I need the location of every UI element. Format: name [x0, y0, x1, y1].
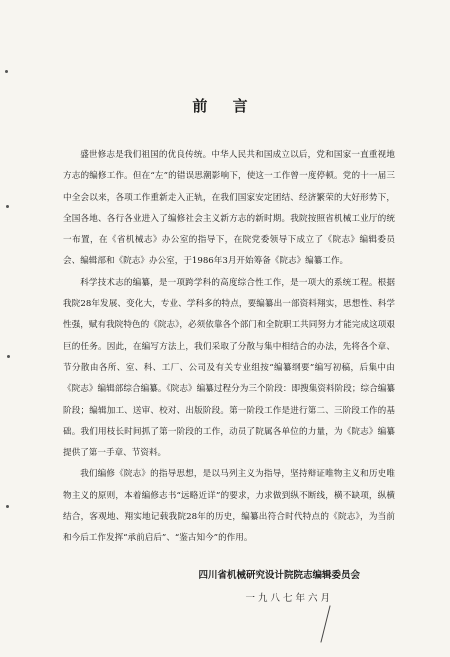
page-title: 前 言	[192, 97, 258, 115]
paragraph-3: 我们编修《院志》的指导思想，是以马列主义为指导，坚持辩证唯物主义和历史唯物主义的原则，本着编修志书“远略近详”的要求，力求做到纵不断线，横不缺项，纵横结合，客观地、翔实地记载我院28年的历史，编纂出符合时代特点的《院志》，为当前和今后工作发挥“承前启后”、“鉴古知今”的作用。	[63, 469, 395, 544]
scan-speck	[7, 355, 10, 358]
scan-speck	[5, 70, 8, 73]
paragraph-2: 科学技术志的编纂，是一项跨学科的高度综合性工作，是一项大的系统工程。根据我院28年发展、变化大，专业、学科多的特点，要编纂出一部资料翔实，思想性、科学性强，赋有我院特色的《院志》，必须依靠各个部门和全院职工共同努力才能完成这项艰巨的任务。因此，在编写方法上，我们采取了分散与集中相结合的办法，先将各个章、节分散由各所、室、科、工厂、公司及有关专业组按“编纂纲要”编写初稿，后集中由《院志》编辑部综合编纂。《院志》编纂过程分为三个阶段：即搜集资料阶段；综合编纂阶段；编辑加工、送审、校对、出版阶段。第一阶段工作是进行第二、三阶段工作的基础。我们用枝长时间抓了第一阶段的工作，动员了院属各单位的力量，为《院志》编纂提供了第一手章、节资料。	[63, 277, 395, 459]
scan-speck	[6, 205, 9, 208]
paragraph-1: 盛世修志是我们祖国的优良传统。中华人民共和国成立以后，党和国家一直重视地方志的编修工作。但在“左”的错误思潮影响下，使这一工作曾一度停顿。党的十一届三中全会以来，各项工作重新走入正轨，在我们国家安定团结、经济繁荣的大好形势下，全国各地、各行各业进入了编修社会主义新方志的新时期。我院按照省机械工业厅的统一布置，在《省机械志》办公室的指导下，在院党委领导下成立了《院志》编辑委员会、编辑部和《院志》办公室，于1986年3月开始筹备《院志》编纂工作。	[63, 150, 395, 267]
signature-date: 一九八七年六月	[245, 593, 333, 604]
scan-speck	[6, 505, 9, 508]
preface-body	[63, 145, 395, 550]
scan-mark	[320, 605, 330, 642]
signature-organization: 四川省机械研究设计院院志编辑委员会	[198, 570, 360, 581]
